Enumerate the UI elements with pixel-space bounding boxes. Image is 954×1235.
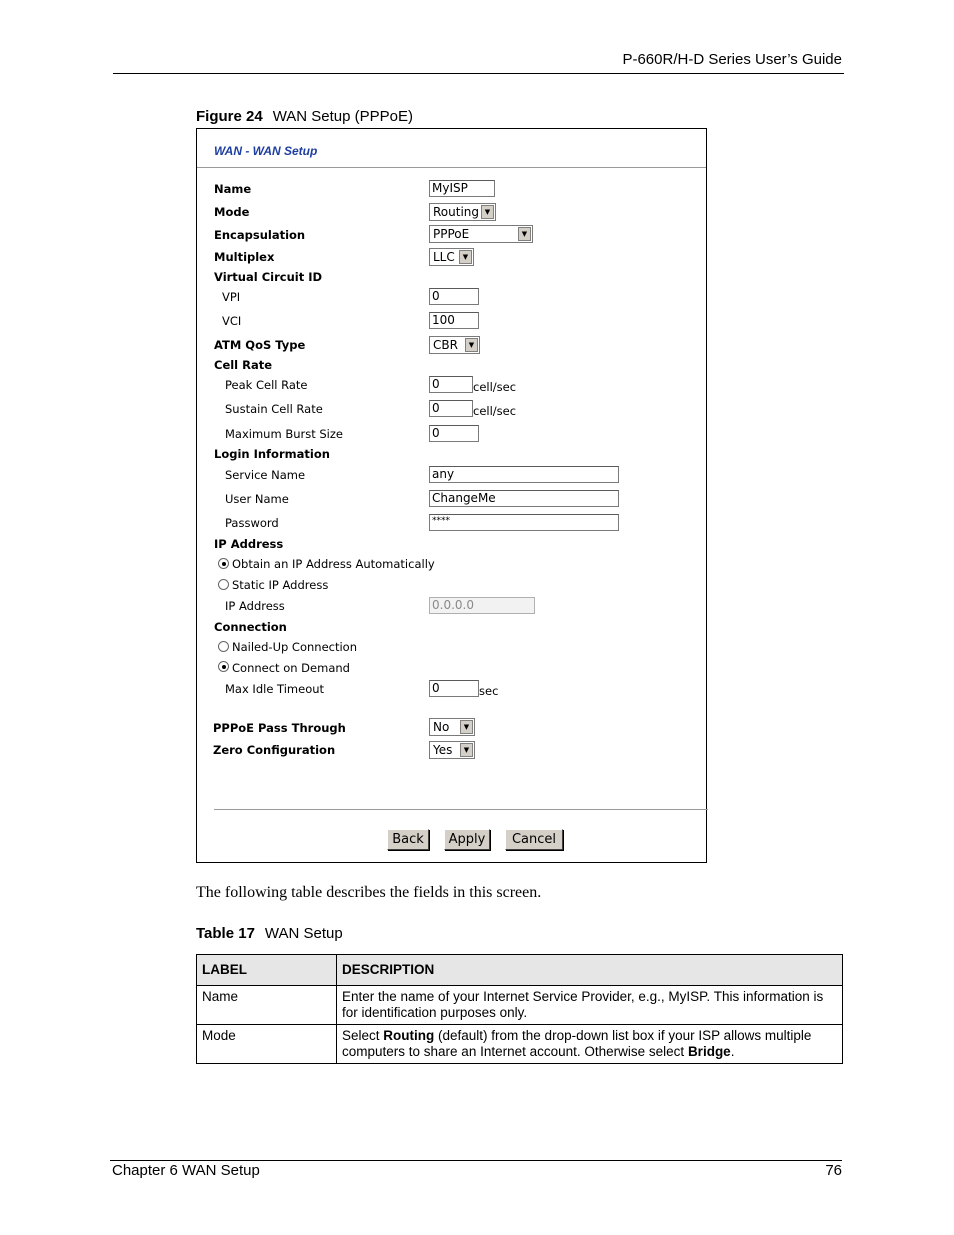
vpi-input[interactable]: 0 (429, 288, 479, 305)
max-idle-timeout-unit: sec (479, 684, 499, 698)
max-idle-timeout-input[interactable]: 0 (429, 680, 479, 697)
multiplex-label: Multiplex (214, 250, 275, 264)
user-name-label: User Name (225, 492, 289, 506)
row-description-text: (default) from the drop-down list box if your ISP allows multiple computers to share an Internet account. Otherwise select (342, 1028, 812, 1059)
peak-cell-rate-input[interactable]: 0 (429, 376, 473, 393)
mode-value: Routing (433, 205, 480, 219)
body-paragraph: The following table describes the fields in this screen. (196, 884, 542, 901)
header-rule (113, 73, 844, 74)
cancel-button[interactable]: Cancel (505, 829, 563, 850)
table-header-description: DESCRIPTION (337, 955, 843, 986)
cell-rate-label: Cell Rate (214, 358, 273, 372)
row-label: Mode (197, 1025, 337, 1064)
ip-address-input[interactable]: 0.0.0.0 (429, 597, 535, 614)
obtain-auto-label: Obtain an IP Address Automatically (232, 557, 435, 571)
encapsulation-label: Encapsulation (214, 228, 306, 242)
peak-cell-rate-label: Peak Cell Rate (225, 378, 308, 392)
service-name-input[interactable]: any (429, 466, 619, 483)
connection-label: Connection (214, 620, 287, 634)
static-ip-label: Static IP Address (232, 578, 329, 592)
table-header-row (197, 955, 843, 986)
pppoe-pass-through-label: PPPoE Pass Through (213, 721, 346, 735)
chevron-down-icon[interactable]: ▼ (518, 227, 531, 241)
wan-setup-screenshot (196, 128, 707, 863)
zero-configuration-label: Zero Configuration (213, 743, 336, 757)
figure-label: Figure 24 (196, 108, 263, 125)
multiplex-select[interactable] (429, 248, 474, 266)
chevron-down-icon[interactable]: ▼ (481, 205, 494, 219)
table-title: WAN Setup (264, 925, 343, 942)
user-name-input[interactable]: ChangeMe (429, 490, 619, 507)
multiplex-value: LLC (433, 250, 455, 264)
vci-input[interactable]: 100 (429, 312, 479, 329)
static-ip-radio[interactable] (218, 579, 229, 590)
chevron-down-icon[interactable]: ▼ (460, 720, 473, 734)
nailed-up-radio[interactable] (218, 641, 229, 652)
table-caption (196, 925, 343, 942)
screen-title: WAN - WAN Setup (214, 144, 318, 158)
row-description-text: . (730, 1044, 735, 1059)
mode-label: Mode (214, 205, 250, 219)
service-name-label: Service Name (225, 468, 306, 482)
table-row (197, 1025, 843, 1064)
atm-qos-value: CBR (433, 338, 458, 352)
table-row (197, 986, 843, 1025)
connect-on-demand-label: Connect on Demand (232, 661, 350, 675)
row-description-text: Select (342, 1028, 384, 1043)
row-description-bold: Bridge (687, 1044, 731, 1059)
sustain-cell-rate-label: Sustain Cell Rate (225, 402, 323, 416)
back-button[interactable]: Back (387, 829, 429, 850)
zero-configuration-select[interactable] (429, 741, 475, 759)
footer-chapter: Chapter 6 WAN Setup (112, 1162, 260, 1179)
pppoe-pass-through-value: No (433, 720, 450, 734)
password-input[interactable]: **** (429, 514, 619, 531)
pppoe-pass-through-select[interactable] (429, 718, 475, 736)
encapsulation-select[interactable] (429, 225, 533, 243)
footer-page-number: 76 (825, 1162, 842, 1179)
ip-address-section-label: IP Address (214, 537, 284, 551)
chevron-down-icon[interactable]: ▼ (465, 338, 478, 352)
table-header-label: LABEL (197, 955, 337, 986)
button-separator (214, 809, 708, 810)
vcid-label: Virtual Circuit ID (214, 270, 323, 284)
obtain-auto-radio[interactable] (218, 558, 229, 569)
nailed-up-label: Nailed-Up Connection (232, 640, 358, 654)
apply-button[interactable]: Apply (444, 829, 490, 850)
description-table (196, 954, 843, 1064)
vci-label: VCI (222, 314, 242, 328)
row-label: Name (197, 986, 337, 1025)
page-header-title: P-660R/H-D Series User’s Guide (622, 51, 842, 68)
atm-qos-select[interactable] (429, 336, 480, 354)
atm-qos-label: ATM QoS Type (214, 338, 306, 352)
row-description (337, 1025, 843, 1064)
table-label: Table 17 (196, 925, 255, 942)
sustain-cell-rate-input[interactable]: 0 (429, 400, 473, 417)
peak-cell-rate-unit: cell/sec (473, 380, 517, 394)
ip-address-label: IP Address (225, 599, 285, 613)
name-label: Name (214, 182, 252, 196)
connect-on-demand-radio[interactable] (218, 661, 229, 672)
row-description: Enter the name of your Internet Service Provider, e.g., MyISP. This information is for identification purposes only. (337, 986, 843, 1025)
chevron-down-icon[interactable]: ▼ (459, 250, 472, 264)
figure-title: WAN Setup (PPPoE) (272, 108, 414, 125)
name-input[interactable]: MyISP (429, 180, 495, 197)
max-idle-timeout-label: Max Idle Timeout (225, 682, 325, 696)
login-info-label: Login Information (214, 447, 330, 461)
encapsulation-value: PPPoE (433, 227, 470, 241)
title-separator (197, 167, 706, 168)
sustain-cell-rate-unit: cell/sec (473, 404, 517, 418)
figure-caption (196, 108, 413, 125)
max-burst-size-input[interactable]: 0 (429, 425, 479, 442)
row-description-bold: Routing (383, 1028, 435, 1043)
chevron-down-icon[interactable]: ▼ (460, 743, 473, 757)
max-burst-size-label: Maximum Burst Size (225, 427, 343, 441)
footer-rule (110, 1160, 842, 1161)
vpi-label: VPI (222, 290, 241, 304)
mode-select[interactable] (429, 203, 496, 221)
zero-configuration-value: Yes (433, 743, 453, 757)
password-label: Password (225, 516, 279, 530)
